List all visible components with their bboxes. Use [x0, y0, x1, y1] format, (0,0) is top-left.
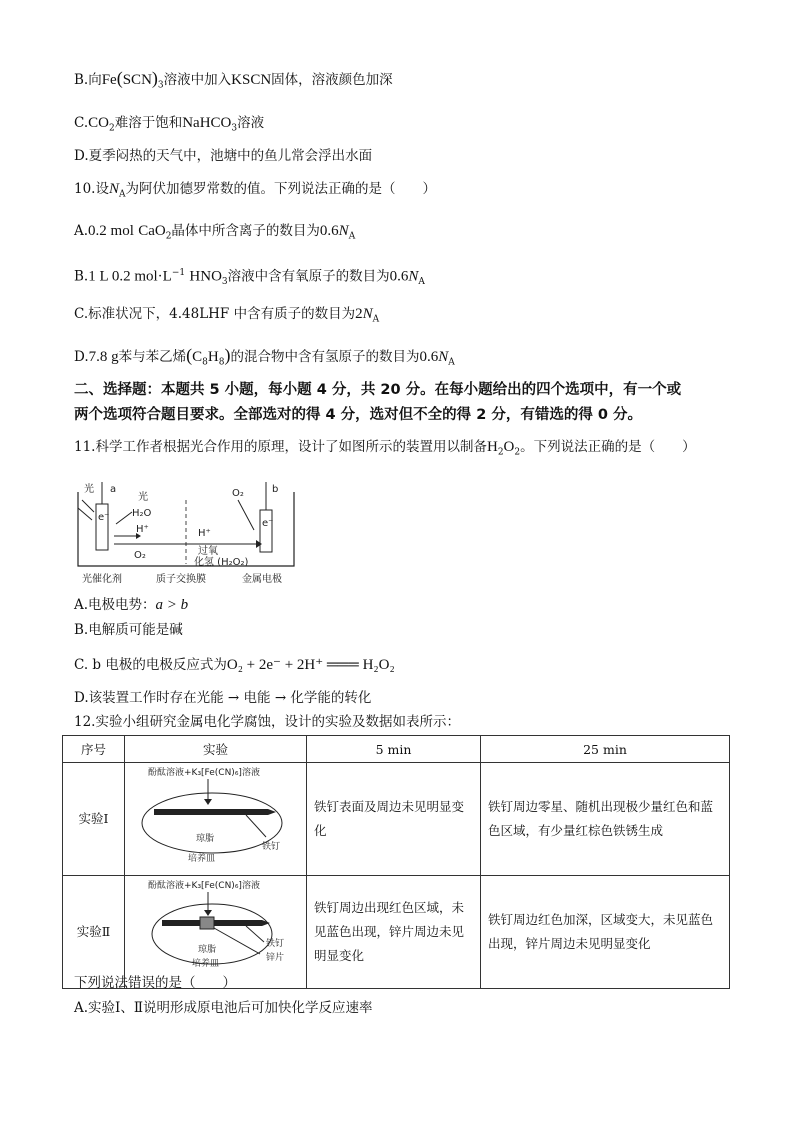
- section-heading-line1: 二、选择题：本题共 5 小题，每小题 4 分，共 20 分。在每小题给出的四个选项中，有一个或: [74, 382, 682, 398]
- electron-right: e⁻: [262, 518, 274, 529]
- iron-nail: [154, 809, 276, 815]
- dish-label: 培养皿: [187, 854, 215, 864]
- table-row: [63, 876, 730, 989]
- agar-label: 琼脂: [195, 834, 214, 844]
- zinc-plate: [200, 917, 214, 929]
- nail-label: 铁钉: [265, 939, 284, 949]
- light-ray-2: [82, 500, 94, 512]
- q11-option-b: B.电解质可能是碱: [74, 622, 183, 638]
- peroxide-label-1: 过氧: [198, 546, 218, 557]
- result-25min: 铁钉周边零星、随机出现极少量红色和蓝色区域，有少量红棕色铁锈生成: [481, 763, 730, 876]
- electrode-label: 金属电极: [242, 574, 282, 585]
- o2-inflow-line: [238, 500, 254, 530]
- header-25min: 25 min: [481, 736, 730, 763]
- q11-option-d: D.该装置工作时存在光能 → 电能 → 化学能的转化: [74, 690, 372, 706]
- electrode-b-label: b: [272, 484, 279, 495]
- reagent-label: 酚酞溶液+K₃[Fe(CN)₆]溶液: [147, 768, 260, 778]
- section-heading: [74, 378, 734, 428]
- q12-after: 下列说法错误的是（ ）: [74, 975, 236, 991]
- row-id: 实验Ⅱ: [63, 876, 125, 989]
- iron-nail: [162, 920, 270, 926]
- table-header-row: [63, 736, 730, 763]
- row-id: 实验Ⅰ: [63, 763, 125, 876]
- header-id: 序号: [63, 736, 125, 763]
- header-5min: 5 min: [307, 736, 481, 763]
- q11-option-a: A.电极电势：a > b: [74, 597, 189, 613]
- q11-option-c: C. b 电极的电极反应式为O₂ + 2e⁻ + 2H⁺ ═══ H₂O₂: [74, 657, 395, 673]
- petri-dish: [152, 904, 272, 964]
- catalyst-label: 光催化剂: [82, 574, 122, 585]
- q9-option-c: $C.CO_2$难溶于饱和NaHCO$_3$溶液: [74, 115, 265, 134]
- electron-left: e⁻: [98, 512, 110, 523]
- electrode-a-label: a: [110, 484, 117, 495]
- q10-stem: 10.设$N_A$为阿伏加德罗常数的值。下列说法正确的是（ ）: [74, 181, 436, 200]
- experiment-2-diagram: [126, 876, 306, 980]
- nail-pointer: [246, 926, 264, 942]
- photocatalysis-cell-diagram: [74, 478, 304, 590]
- arrow-head-icon: [204, 910, 212, 916]
- h-plus-right: H⁺: [198, 528, 211, 539]
- q10-option-d: D.7.8 g苯与苯乙烯$(C_8H_8)$的混合物中含有氢原子的数目为$0.6N_A$: [74, 345, 455, 368]
- q12-option-a: A.实验Ⅰ、Ⅱ说明形成原电池后可加快化学反应速率: [74, 1000, 373, 1016]
- arrow-head-icon: [204, 799, 212, 805]
- result-5min: 铁钉周边出现红色区域，未见蓝色出现，锌片周边未见明显变化: [307, 876, 481, 989]
- q11-stem: 11.科学工作者根据光合作用的原理，设计了如图所示的装置用以制备$H_2O_2$。下列说法正确的是（ ）: [74, 439, 696, 458]
- light-label-left: 光: [84, 484, 94, 495]
- experiment-figure: [125, 763, 307, 876]
- q10-option-c: C.标准状况下，4.48LHF 中含有质子的数目为$2N_A$: [74, 306, 380, 325]
- section-heading-line2: 两个选项符合题目要求。全部选对的得 4 分，选对但不全的得 2 分，有错选的得 0 分。: [74, 407, 643, 423]
- table-row: [63, 763, 730, 876]
- nail-label: 铁钉: [261, 842, 280, 852]
- experiment-figure: [125, 876, 307, 989]
- reagent-label: 酚酞溶液+K₃[Fe(CN)₆]溶液: [147, 881, 260, 891]
- metal-electrode: [260, 510, 272, 552]
- zinc-label: 锌片: [265, 953, 284, 963]
- q9-option-b: B.向$Fe(SCN)_3$溶液中加入KSCN固体，溶液颜色加深: [74, 68, 393, 91]
- peroxide-label-2: 化氢 (H₂O₂): [194, 557, 249, 568]
- membrane-label: 质子交换膜: [156, 574, 206, 585]
- light-label-mid: 光: [138, 492, 148, 503]
- photocatalyst-electrode: [96, 504, 108, 550]
- q12-stem: 12.实验小组研究金属电化学腐蚀，设计的实验及数据如表所示：: [74, 714, 460, 730]
- experiment-table: [62, 735, 730, 989]
- water-label: H₂O: [132, 508, 152, 519]
- light-ray-1: [78, 508, 92, 520]
- o2-top: O₂: [232, 488, 244, 499]
- agar-label: 琼脂: [197, 945, 216, 955]
- q10-option-a: A.0.2 mol CaO$_2$晶体中所含离子的数目为$0.6N_A$: [74, 223, 356, 242]
- h-plus-left: H⁺: [136, 524, 149, 535]
- experiment-1-diagram: [126, 763, 306, 867]
- result-5min: 铁钉表面及周边未见明显变化: [307, 763, 481, 876]
- o2-left: O₂: [134, 550, 146, 561]
- dish-label: 培养皿: [191, 959, 219, 969]
- light-ray-3: [116, 512, 132, 524]
- nail-pointer: [246, 815, 266, 837]
- result-25min: 铁钉周边红色加深，区域变大，未见蓝色出现，锌片周边未见明显变化: [481, 876, 730, 989]
- q10-option-b: B.1 L 0.2 $mol\cdot L^{-1}$ $HNO_3$溶液中含有氧原子的数目为$0.6N_A$: [74, 268, 425, 288]
- header-experiment: 实验: [125, 736, 307, 763]
- petri-dish: [142, 793, 282, 853]
- q9-option-d: D.夏季闷热的天气中，池塘中的鱼儿常会浮出水面: [74, 148, 373, 164]
